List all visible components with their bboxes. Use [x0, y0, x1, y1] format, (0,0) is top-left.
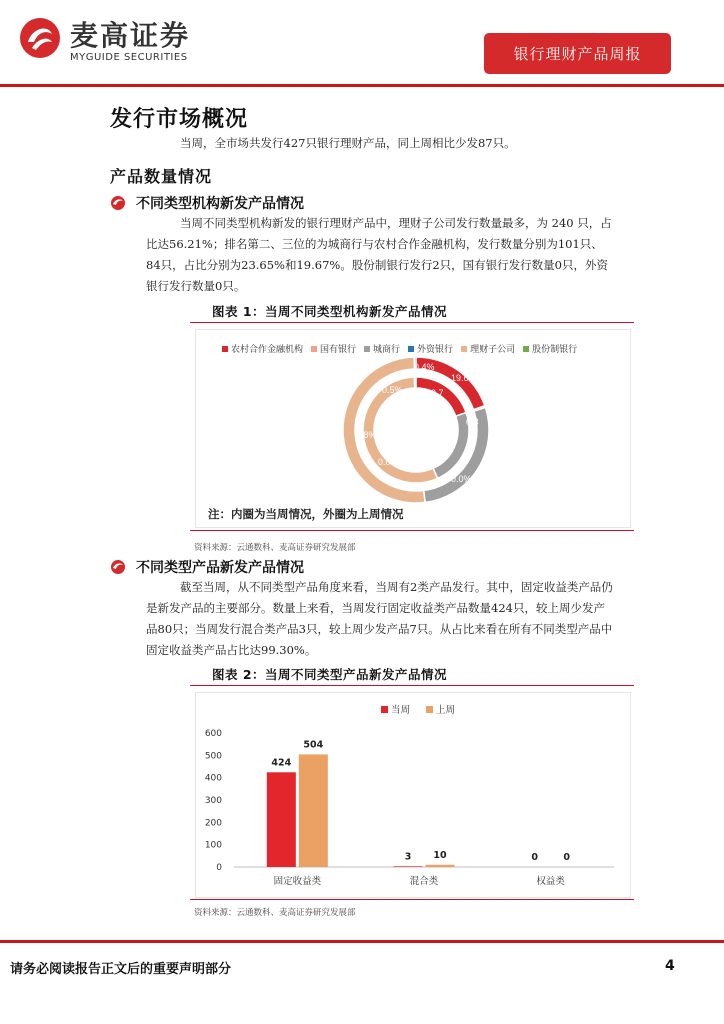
block1-heading: [110, 193, 304, 213]
block2-title: 不同类型产品新发产品情况: [136, 560, 304, 576]
footer-disclaimer: 请务必阅读报告正文后的重要声明部分: [10, 962, 232, 977]
figure1-bottom-rule: [190, 530, 634, 531]
x-tick-label: 混合类: [409, 876, 439, 887]
x-tick-label: 权益类: [536, 876, 565, 887]
inner-data-label: 23.7: [431, 438, 449, 448]
y-tick-label: 0: [216, 863, 222, 873]
figure2-bottom-rule: [190, 899, 634, 900]
y-tick-label: 500: [204, 751, 222, 762]
block1-title: 不同类型机构新发产品情况: [136, 196, 304, 212]
bar-data-label: 0: [531, 852, 538, 863]
report-type-badge: 银行理财产品周报: [484, 33, 671, 74]
y-tick-label: 300: [204, 796, 222, 806]
outer-data-label: 0.8: [466, 417, 479, 427]
subsection-title: 产品数量情况: [110, 167, 213, 186]
y-tick-label: 100: [204, 840, 222, 851]
legend-label: 国有银行: [320, 345, 357, 355]
outer-data-label: 0.8%: [356, 430, 377, 440]
logo-bullet-icon: [110, 559, 126, 575]
bar-chart: [196, 693, 630, 897]
bar-legend-label: 上周: [436, 705, 456, 716]
figure1-source: 资料来源：云通数科、麦高证券研究发展部: [194, 543, 356, 553]
bar-legend-swatch: [381, 706, 388, 713]
outer-data-label: 19.6: [451, 373, 469, 383]
donut-chart: [196, 330, 630, 527]
figure2-source: 资料来源：云通数科、麦高证券研究发展部: [194, 908, 356, 918]
y-tick-label: 200: [204, 818, 222, 829]
bar-data-label: 0: [563, 852, 570, 863]
x-tick-label: 固定收益类: [273, 876, 322, 887]
figure1-note: 注：内圈为当周情况，外圈为上周情况: [208, 507, 404, 521]
figure2-title: 图表 2：当周不同类型产品新发产品情况: [212, 667, 448, 682]
figure1-chart-area: [195, 329, 631, 528]
logo-bullet-icon: [110, 195, 126, 211]
bar-data-label: 424: [271, 757, 292, 769]
outer-data-label: 0.0%: [451, 474, 472, 484]
bar-1-1: [426, 865, 455, 867]
bar-1-0: [299, 754, 328, 867]
block1-paragraph: 当周不同类型机构新发的银行理财产品中，理财子公司发行数量最多，为 240 只，占比达56.21%；排名第二、三位的为城商行与农村合作金融机构，发行数量分别为101只、84只，占比分别为23.65%和19.67%。股份制银行发行2只，国有银行发行数量0只，外资银行发行数量0只。: [146, 216, 612, 293]
company-logo-icon: [18, 16, 62, 60]
legend-label: 理财子公司: [470, 345, 516, 355]
legend-label: 农村合作金融机构: [231, 345, 304, 355]
inner-slice-5: [414, 377, 416, 388]
figure1-top-rule: [190, 322, 634, 323]
figure1-title: 图表 1：当周不同类型机构新发产品情况: [212, 304, 448, 319]
bar-legend-swatch: [426, 706, 433, 713]
y-tick-label: 600: [204, 729, 222, 739]
bar-data-label: 504: [303, 739, 324, 751]
figure2-top-rule: [190, 685, 634, 686]
brand-name-en: MYGUIDE SECURITIES: [70, 52, 188, 63]
header-divider: [0, 84, 724, 87]
block2-heading: [110, 557, 304, 577]
bar-data-label: 3: [404, 851, 412, 863]
page-number: 4: [665, 958, 675, 974]
legend-label: 城商行: [373, 345, 401, 355]
figure2-chart-area: [195, 692, 631, 898]
inner-data-label: 0.5%: [382, 385, 403, 395]
inner-data-label: 19.7: [426, 388, 444, 398]
legend-label: 外资银行: [417, 345, 454, 355]
bar-0-1: [394, 866, 423, 867]
block2-paragraph: 截至当周，从不同类型产品角度来看，当周有2类产品发行。其中，固定收益类产品仍是新发产品的主要部分。数量上来看，当周发行固定收益类产品数量424只，较上周少发产品80只；当周发行混合类产品3只，较上周少发产品7只。从占比来看在所有不同类型产品中固定收益类产品占比达99.30%。: [146, 580, 613, 657]
brand-name-cn: 麦高证券: [70, 19, 191, 52]
legend-label: 股份制银行: [532, 345, 578, 355]
footer-divider: [0, 940, 724, 943]
section-title: 发行市场概况: [110, 107, 249, 132]
bar-data-label: 10: [433, 849, 447, 861]
outer-data-label: 0.4%: [414, 362, 435, 372]
inner-data-label: 0.0%: [378, 457, 399, 467]
bar-legend-label: 当周: [391, 705, 411, 716]
y-tick-label: 400: [204, 773, 222, 784]
section-intro: 当周，全市场共发行427只银行理财产品，同上周相比少发87只。: [180, 136, 516, 150]
bar-0-0: [267, 772, 296, 867]
